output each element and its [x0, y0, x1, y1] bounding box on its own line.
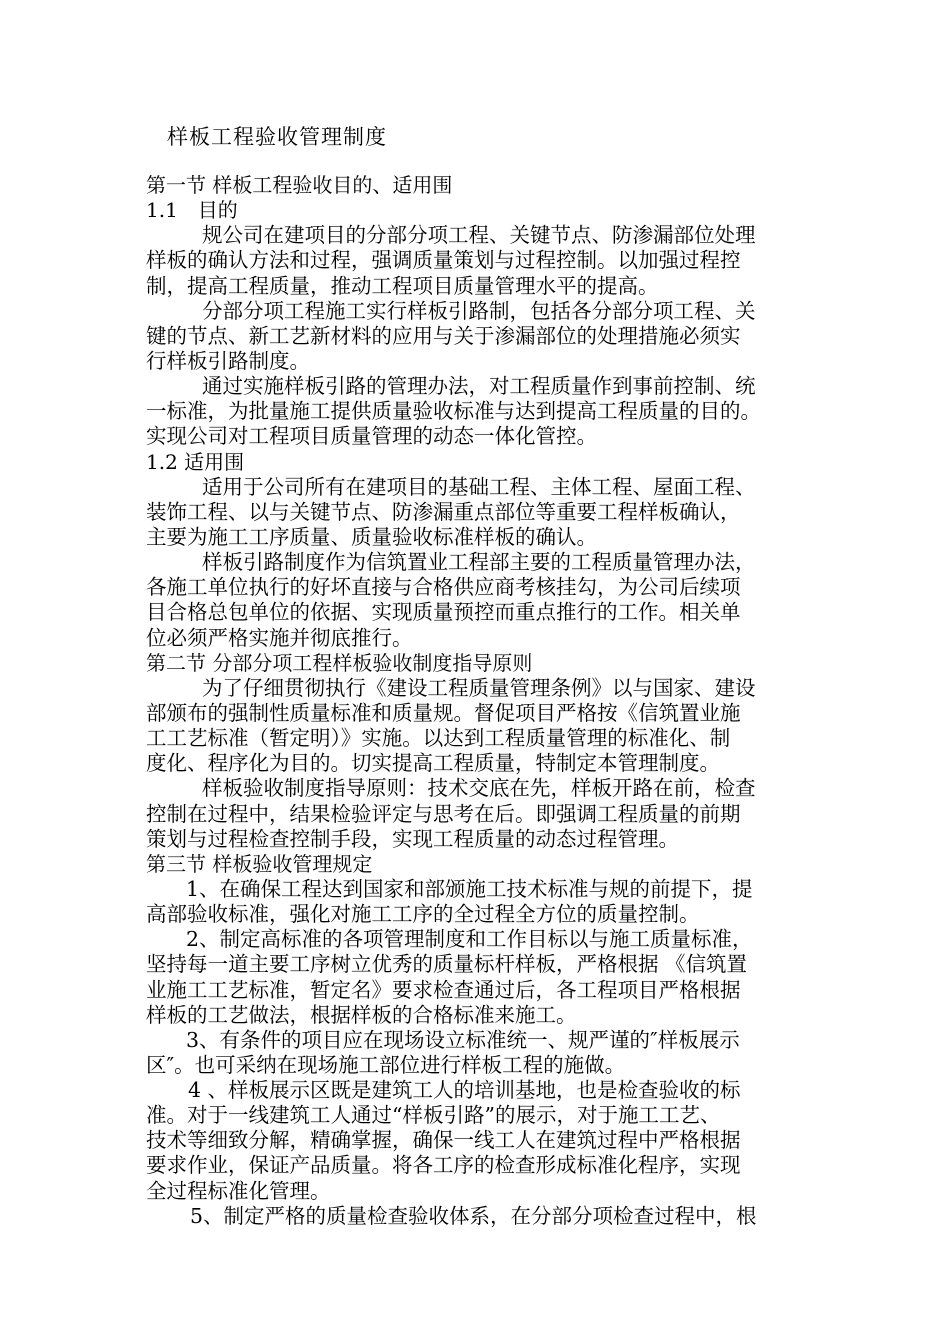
paragraph-line: 装饰工程、以与关键节点、防渗漏重点部位等重要工程样板确认，	[146, 499, 741, 524]
paragraph-line: 位必须严格实施并彻底推行。	[146, 625, 413, 650]
paragraph-line: 实现公司对工程项目质量管理的动态一体化管控。	[146, 424, 597, 449]
paragraph-line: 目合格总包单位的依据、实现质量预控而重点推行的工作。相关单	[146, 600, 741, 625]
paragraph-line: 部颁布的强制性质量标准和质量规。督促项目严格按《信筑置业施	[146, 700, 741, 725]
paragraph-line: 通过实施样板引路的管理办法，对工程质量作到事前控制、统	[202, 374, 756, 399]
paragraph-line: 控制在过程中，结果检验评定与思考在后。即强调工程质量的前期	[146, 801, 741, 826]
paragraph-line: 主要为施工工序质量、质量验收标准样板的确认。	[146, 524, 597, 549]
paragraph-line: 键的节点、新工艺新材料的应用与关于渗漏部位的处理措施必须实	[146, 323, 741, 348]
paragraph-line: 准。对于一线建筑工人通过“样板引路”的展示，对于施工工艺、	[146, 1103, 721, 1128]
paragraph-line: 样板引路制度作为信筑置业工程部主要的工程质量管理办法，	[202, 550, 756, 575]
paragraph-line: 4 、样板展示区既是建筑工人的培训基地，也是检查验收的标	[188, 1078, 741, 1103]
paragraph-line: 为了仔细贯彻执行《建设工程质量管理条例》以与国家、建设	[202, 675, 756, 700]
paragraph-line: 5、制定严格的质量检查验收体系，在分部分项检查过程中，根	[190, 1203, 757, 1228]
paragraph-line: 适用于公司所有在建项目的基础工程、主体工程、屋面工程、	[202, 474, 756, 499]
paragraph-line: 行样板引路制度。	[146, 348, 310, 373]
paragraph-line: 坚持每一道主要工序树立优秀的质量标杆样板，严格根据 《信筑置	[146, 952, 748, 977]
paragraph-line: 各施工单位执行的好坏直接与合格供应商考核挂勾，为公司后续项	[146, 575, 741, 600]
paragraph-line: 分部分项工程施工实行样板引路制，包括各分部分项工程、关	[202, 298, 756, 323]
paragraph-line: 区″。也可采纳在现场施工部位进行样板工程的施做。	[146, 1052, 626, 1077]
paragraph-line: 工工艺标准（暂定明）》实施。以达到工程质量管理的标准化、制	[146, 726, 731, 751]
section-heading: 1.1 目的	[146, 198, 238, 223]
paragraph-line: 度化、程序化为目的。切实提高工程质量，特制定本管理制度。	[146, 751, 720, 776]
paragraph-line: 业施工工艺标准，暂定名》要求检查通过后，各工程项目严格根据	[146, 977, 741, 1002]
paragraph-line: 2、制定高标准的各项管理制度和工作目标以与施工质量标准，	[186, 927, 753, 952]
paragraph-line: 制，提高工程质量，推动工程项目质量管理水平的提高。	[146, 273, 659, 298]
paragraph-line: 3、有条件的项目应在现场设立标准统一、规严谨的″样板展示	[186, 1027, 740, 1052]
paragraph-line: 高部验收标准，强化对施工工序的全过程全方位的质量控制。	[146, 902, 700, 927]
paragraph-line: 规公司在建项目的分部分项工程、关键节点、防渗漏部位处理	[202, 223, 756, 248]
paragraph-line: 技术等细致分解，精确掌握，确保一线工人在建筑过程中严格根据	[146, 1128, 741, 1153]
paragraph-line: 1、在确保工程达到国家和部颁施工技术标准与规的前提下，提	[186, 876, 753, 901]
paragraph-line: 样板的确认方法和过程，强调质量策划与过程控制。以加强过程控	[146, 248, 741, 273]
paragraph-line: 策划与过程检查控制手段，实现工程质量的动态过程管理。	[146, 826, 679, 851]
document-body	[146, 173, 806, 1229]
paragraph-line: 要求作业，保证产品质量。将各工序的检查形成标准化程序，实现	[146, 1153, 741, 1178]
section-heading: 第一节 样板工程验收目的、适用围	[146, 173, 453, 197]
paragraph-line: 全过程标准化管理。	[146, 1178, 331, 1203]
paragraph-line: 样板的工艺做法，根据样板的合格标准来施工。	[146, 1002, 577, 1027]
section-heading: 第二节 分部分项工程样板验收制度指导原则	[146, 650, 533, 675]
document-title: 样板工程验收管理制度	[167, 125, 387, 149]
section-heading: 第三节 样板验收管理规定	[146, 851, 373, 876]
paragraph-line: 一标准，为批量施工提供质量验收标准与达到提高工程质量的目的。	[146, 399, 761, 424]
paragraph-line: 样板验收制度指导原则：技术交底在先，样板开路在前，检查	[202, 776, 756, 801]
section-heading: 1.2 适用围	[146, 449, 245, 474]
